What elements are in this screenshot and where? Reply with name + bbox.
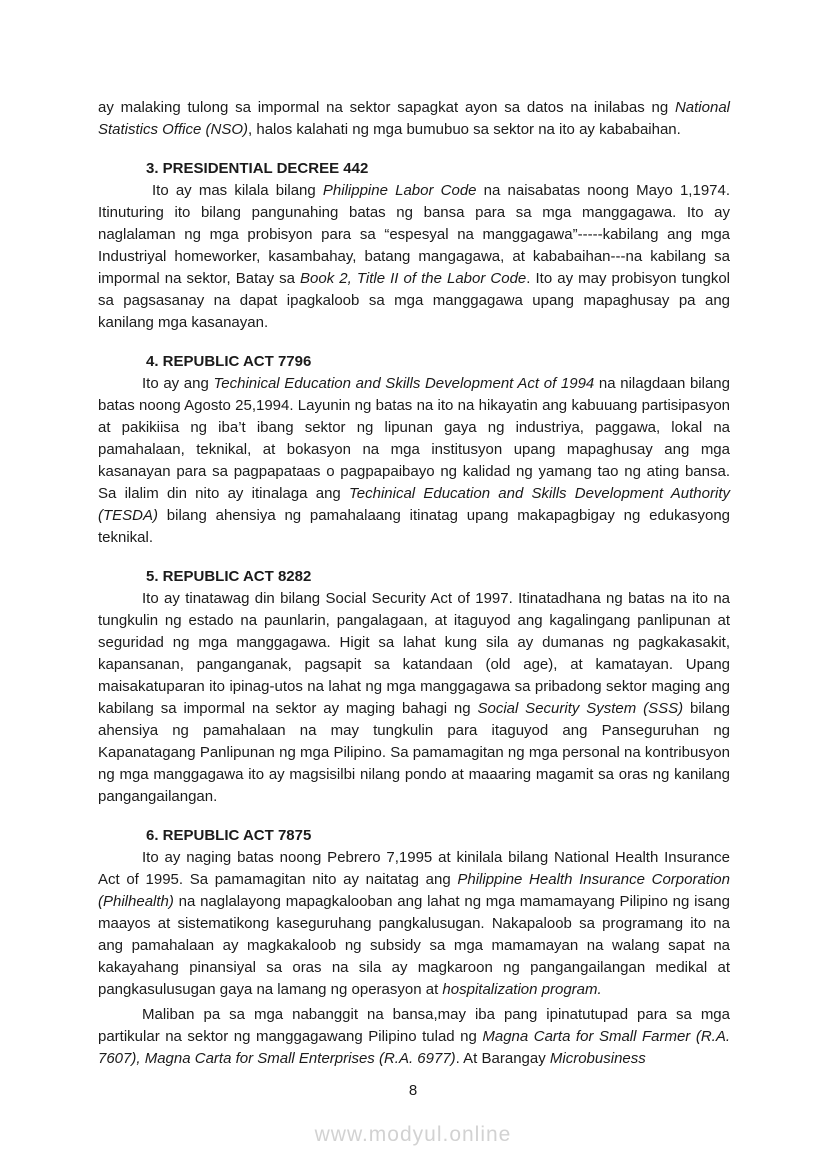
watermark: www.modyul.online — [314, 1123, 512, 1146]
section-heading-republic-act-7796: 4. REPUBLIC ACT 7796 — [146, 353, 312, 370]
closing-paragraph: Maliban pa sa mga nabanggit na bansa,may iba pang ipinatutupad para sa mga partikular na sektor ng manggagawang Pilipino tulad ng Magna Carta for Small Farmer (R.A. 7607), Magna Carta for Small Enterprises (R.A. 6977). At Barangay Microbusiness — [98, 1006, 730, 1067]
page-number: 8 — [408, 1082, 418, 1099]
document-content — [98, 97, 730, 1070]
section-heading-republic-act-8282: 5. REPUBLIC ACT 8282 — [146, 568, 312, 585]
section-heading-presidential-decree-442: 3. PRESIDENTIAL DECREE 442 — [146, 160, 369, 177]
section-paragraph-presidential-decree-442: Ito ay mas kilala bilang Philippine Labor Code na naisabatas noong Mayo 1,1974. Itinuturing ito bilang pangunahing batas ng bansa para sa mga manggagawa. Ito ay naglalaman ng mga probisyon para sa “espesyal na manggagawa”-----kabilang ang mga Industriyal homeworker, kasambahay, batang mangagawa, at kababaihan---na kabilang sa impormal na sektor, Batay sa Book 2, Title II of the Labor Code. Ito ay may probisyon tungkol sa pagsasanay na dapat ipagkaloob sa mga manggagawa upang mapaghusay pa ang kanilang mga kasanayan. — [98, 182, 731, 331]
section-heading-republic-act-7875: 6. REPUBLIC ACT 7875 — [146, 827, 312, 844]
section-paragraph-republic-act-7875: Ito ay naging batas noong Pebrero 7,1995 at kinilala bilang National Health Insurance Act of 1995. Sa pamamagitan nito ay naitatag ang Philippine Health Insurance Corporation (Philhealth) na naglalayong mapagkalooban ang lahat ng mga mamamayang Pilipino ng isang maayos at sistematikong kaseguruhang pangkalusugan. Nakapaloob sa programang ito na ang pamahalaan ay magkakaloob ng subsidy sa mga mamamayan na walang sapat na kakayahang pinansiyal sa oras na sila ay magkaroon ng pangangailangan medikal at pangkasulusugan gaya na lamang ng operasyon at hospitalization program. — [98, 849, 730, 998]
section-paragraph-republic-act-8282: Ito ay tinatawag din bilang Social Security Act of 1997. Itinatadhana ng batas na ito na tungkulin ng estado na paunlarin, pangalagaan, at itaguyod ang kagalingang panlipunan at seguridad ng mga manggagawa. Higit sa lahat kung sila ay dumanas ng pagkakasakit, kapansanan, panganganak, pagsapit sa katandaan (old age), at kamatayan. Upang maisakatuparan ito ipinag-utos na lahat ng mga manggagawa sa pribadong sektor maging ang kabilang sa impormal na sektor ay maging bahagi ng Social Security System (SSS) bilang ahensiya ng pamahalaan na may tungkulin para itaguyod ang Panseguruhan ng Kapanatagang Panlipunan ng mga Pilipino. Sa pamamagitan ng mga personal na kontribusyon ng mga manggagawa ito ay magsisilbi nilang pondo at maaaring magamit sa oras ng kanilang pangangailangan. — [98, 590, 731, 805]
section-paragraph-republic-act-7796: Ito ay ang Techinical Education and Skills Development Act of 1994 na nilagdaan bilang batas noong Agosto 25,1994. Layunin ng batas na ito na hikayatin ang kabuuang partisipasyon at pakikiisa ng iba’t ibang sektor ng lipunan gaya ng industriya, paggawa, lokal na pamahalaan, teknikal, at bokasyon na mga institusyon upang mapaghusay ang mga kasanayan para sa pagpapataas o pagpapaibayo ng kalidad ng yamang tao ng ating bansa. Sa ilalim din nito ay itinalaga ang Techinical Education and Skills Development Authority (TESDA) bilang ahensiya ng pamahalaang itinatag upang makapagbigay ng edukasyong teknikal. — [98, 375, 730, 546]
intro-paragraph: ay malaking tulong sa impormal na sektor sapagkat ayon sa datos na inilabas ng National Statistics Office (NSO), halos kalahati ng mga bumubuo sa sektor na ito ay kababaihan. — [98, 99, 730, 138]
